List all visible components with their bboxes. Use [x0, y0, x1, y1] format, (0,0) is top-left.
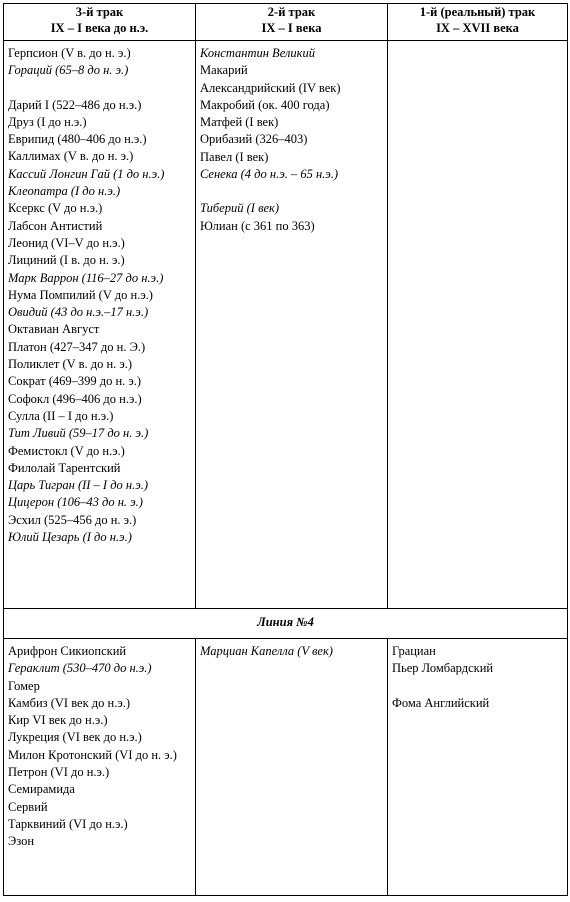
list-item: Дарий I (522–486 до н.э.)	[8, 97, 142, 112]
list-item: Еврипид (480–406 до н.э.)	[8, 132, 147, 147]
header-col-3	[388, 4, 568, 41]
section-row	[4, 609, 568, 639]
list-item: Орибазий (326–403)	[200, 132, 308, 147]
list-item: Юлий Цезарь (I до н.э.)	[8, 530, 132, 545]
list-item: Юлиан (с 361 по 363)	[200, 218, 315, 233]
list-item: Филолай Тарентский	[8, 460, 121, 475]
name-list	[8, 41, 191, 549]
list-item: Пьер Ломбардский	[392, 661, 494, 676]
cell-row1-col1	[4, 41, 196, 609]
list-item: Герпсион (V в. до н. э.)	[8, 46, 131, 60]
spacer	[200, 183, 383, 200]
list-item: Тит Ливий (59–17 до н. э.)	[8, 426, 149, 441]
header-col-1-line1: 3-й трак	[75, 5, 124, 19]
list-item: Сервий	[8, 799, 48, 814]
list-item: Леонид (VI–V до н.э.)	[8, 235, 125, 250]
spacer	[392, 678, 563, 695]
list-item: Макарий	[200, 63, 248, 78]
list-item: Тарквиний (VI до н.э.)	[8, 816, 128, 831]
list-item: Петрон (VI до н.э.)	[8, 765, 110, 780]
header-col-2	[196, 4, 388, 41]
list-item: Октавиан Август	[8, 322, 100, 337]
name-list	[200, 639, 383, 663]
list-item: Гераклит (530–470 до н.э.)	[8, 661, 152, 676]
list-item: Семирамида	[8, 782, 75, 797]
list-item: Овидий (43 до н.э.–17 н.э.)	[8, 305, 149, 320]
list-item: Нума Помпилий (V до н.э.)	[8, 287, 153, 302]
list-item: Лукреция (VI век до н.э.)	[8, 730, 142, 745]
list-item: Клеопатра (I до н.э.)	[8, 184, 121, 199]
cell-row2-col2	[196, 639, 388, 896]
list-item: Лабсон Антистий	[8, 218, 103, 233]
cell-row1-col2	[196, 41, 388, 609]
list-item: Цицерон (106–43 до н. э.)	[8, 495, 143, 510]
name-list	[200, 41, 383, 238]
list-item: Сократ (469–399 до н. э.)	[8, 374, 142, 389]
header-col-2-line2: IX – I века	[261, 21, 322, 35]
list-item: Каллимах (V в. до н. э.)	[8, 149, 134, 164]
header-col-3-line2: IX – XVII века	[436, 21, 519, 35]
list-item: Кир VI век до н.э.)	[8, 713, 108, 728]
list-item: Лициний (I в. до н. э.)	[8, 253, 125, 268]
list-item: Марциан Капелла (V век)	[200, 644, 333, 658]
list-item: Поликлет (V в. до н. э.)	[8, 357, 133, 372]
list-item: Тиберий (I век)	[200, 201, 280, 216]
header-row	[4, 4, 568, 41]
list-item: Гомер	[8, 678, 40, 693]
list-item: Сенека (4 до н.э. – 65 н.э.)	[200, 167, 339, 182]
list-item: Ксеркс (V до н.э.)	[8, 201, 103, 216]
cell-row2-col1	[4, 639, 196, 896]
name-list	[392, 41, 563, 48]
list-item: Матфей (I век)	[200, 115, 279, 130]
comparison-table	[3, 3, 568, 896]
name-list	[392, 639, 563, 715]
list-item: Софокл (496–406 до н.э.)	[8, 391, 142, 406]
list-item: Друз (I до н.э.)	[8, 114, 87, 129]
list-item: Кассий Лонгин Гай (1 до н.э.)	[8, 166, 165, 181]
list-item: Константин Великий	[200, 46, 315, 60]
header-col-3-line1: 1-й (реальный) трак	[419, 5, 536, 19]
list-item: Милон Кротонский (VI до н. э.)	[8, 747, 177, 762]
list-item: Арифрон Сикиопский	[8, 644, 127, 658]
list-item: Сулла (II – I до н.э.)	[8, 408, 114, 423]
list-item: Царь Тигран (II – I до н.э.)	[8, 478, 149, 493]
spacer	[8, 80, 191, 97]
list-item: Фемистокл (V до н.э.)	[8, 443, 125, 458]
name-list	[8, 639, 191, 854]
list-item: Гораций (65–8 до н. э.)	[8, 63, 129, 78]
header-col-2-line1: 2-й трак	[267, 5, 316, 19]
list-item: Фома Английский	[392, 695, 490, 710]
table-row-2	[4, 639, 568, 896]
list-item: Грациан	[392, 644, 436, 658]
list-item: Макробий (ок. 400 года)	[200, 97, 330, 112]
list-item: Марк Варрон (116–27 до н.э.)	[8, 270, 164, 285]
table-row-1	[4, 41, 568, 609]
list-item: Александрийский (IV век)	[200, 80, 341, 95]
cell-row1-col3	[388, 41, 568, 609]
section-title: Линия №4	[4, 609, 568, 639]
header-col-1-line2: IX – I века до н.э.	[50, 21, 149, 35]
list-item: Павел (I век)	[200, 149, 269, 164]
list-item: Камбиз (VI век до н.э.)	[8, 695, 130, 710]
header-col-1	[4, 4, 196, 41]
list-item: Эсхил (525–456 до н. э.)	[8, 512, 137, 527]
list-item: Эзон	[8, 834, 35, 849]
list-item: Платон (427–347 до н. Э.)	[8, 339, 146, 354]
cell-row2-col3	[388, 639, 568, 896]
